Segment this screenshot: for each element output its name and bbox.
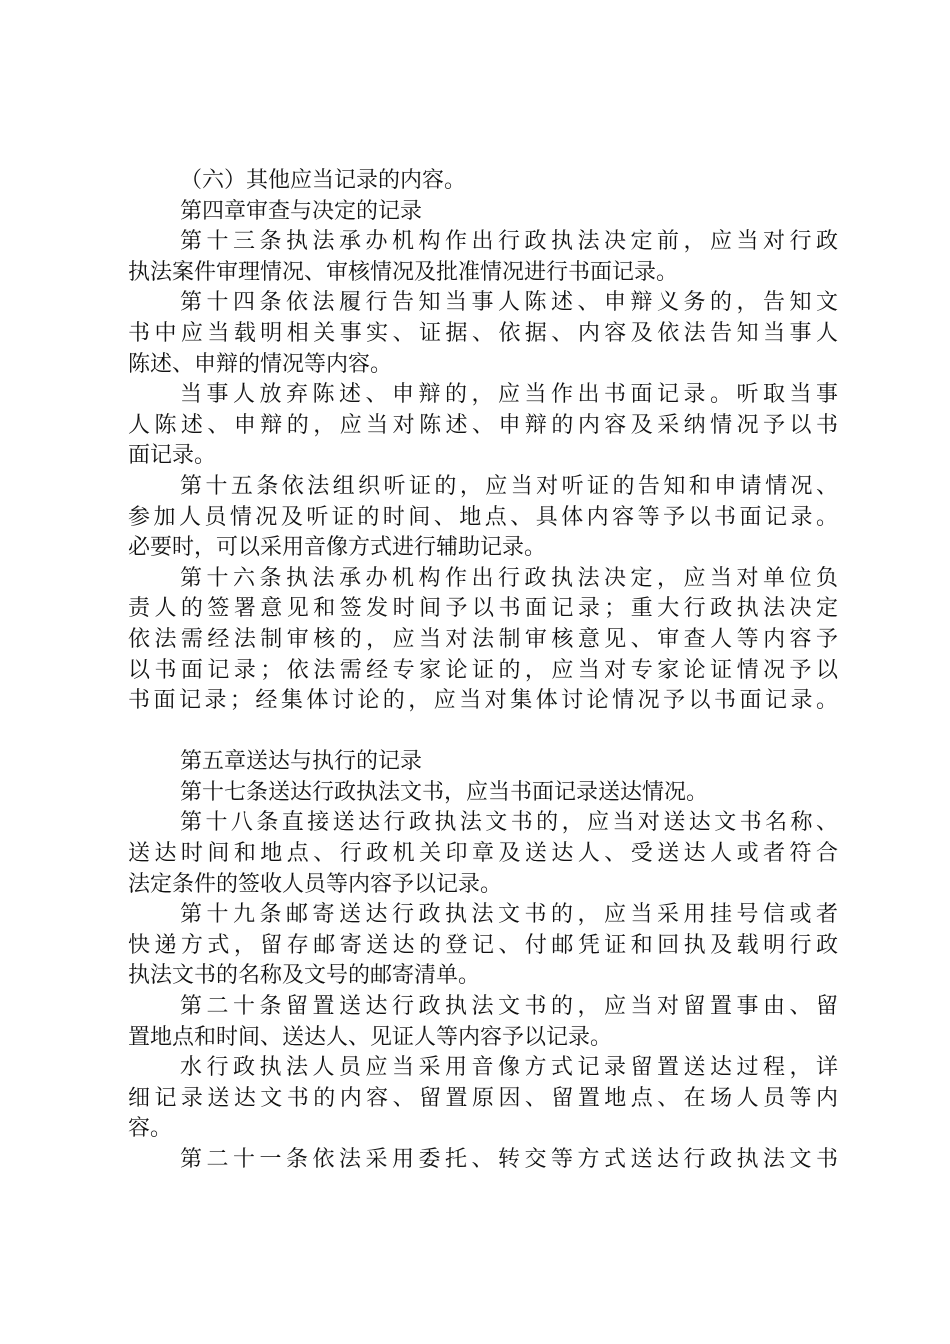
text-line: 送达时间和地点、行政机关印章及送达人、受送达人或者符合	[128, 841, 838, 867]
text-line: 第十八条直接送达行政执法文书的，应当对送达文书名称、	[180, 810, 838, 836]
text-line: 第十三条执法承办机构作出行政执法决定前，应当对行政	[180, 229, 838, 255]
text-line: 第十七条送达行政执法文书，应当书面记录送达情况。	[180, 779, 709, 805]
text-line: 第五章送达与执行的记录	[180, 749, 423, 775]
text-line: 书中应当载明相关事实、证据、依据、内容及依法告知当事人	[128, 320, 838, 346]
text-line: 执法案件审理情况、审核情况及批准情况进行书面记录。	[128, 259, 679, 285]
text-line: 水行政执法人员应当采用音像方式记录留置送达过程，详	[180, 1055, 838, 1081]
text-line: （六）其他应当记录的内容。	[180, 168, 467, 193]
text-line: 书面记录；经集体讨论的，应当对集体讨论情况予以书面记录。	[128, 688, 838, 714]
text-line: 第四章审查与决定的记录	[180, 198, 423, 224]
text-line: 责人的签署意见和签发时间予以书面记录；重大行政执法决定	[128, 596, 838, 622]
text-line: 当事人放弃陈述、申辩的，应当作出书面记录。听取当事	[180, 382, 838, 408]
text-line: 依法需经法制审核的，应当对法制审核意见、审查人等内容予	[128, 626, 838, 652]
text-line: 第十六条执法承办机构作出行政执法决定，应当对单位负	[180, 565, 838, 591]
text-line: 快递方式，留存邮寄送达的登记、付邮凭证和回执及载明行政	[128, 932, 838, 958]
text-line: 陈述、申辩的情况等内容。	[128, 351, 393, 377]
text-line: 参加人员情况及听证的时间、地点、具体内容等予以书面记录。	[128, 504, 838, 530]
text-line: 以书面记录；依法需经专家论证的，应当对专家论证情况予以	[128, 657, 838, 683]
text-line: 法定条件的签收人员等内容予以记录。	[128, 871, 503, 897]
text-line: 面记录。	[128, 443, 217, 469]
text-line: 第十四条依法履行告知当事人陈述、申辩义务的，告知文	[180, 290, 838, 316]
text-line: 第十五条依法组织听证的，应当对听证的告知和申请情况、	[180, 473, 838, 499]
blank-line	[128, 717, 838, 748]
document-body	[128, 166, 838, 1176]
text-line: 细记录送达文书的内容、留置原因、留置地点、在场人员等内	[128, 1085, 838, 1111]
text-line: 置地点和时间、送达人、见证人等内容予以记录。	[128, 1024, 613, 1050]
text-line: 第十九条邮寄送达行政执法文书的，应当采用挂号信或者	[180, 902, 838, 928]
text-line: 第二十条留置送达行政执法文书的，应当对留置事由、留	[180, 994, 838, 1020]
text-line: 必要时，可以采用音像方式进行辅助记录。	[128, 535, 547, 561]
text-line: 人陈述、申辩的，应当对陈述、申辩的内容及采纳情况予以书	[128, 412, 838, 438]
text-line: 容。	[128, 1116, 173, 1142]
text-line: 第二十一条依法采用委托、转交等方式送达行政执法文书	[180, 1147, 838, 1172]
text-line: 执法文书的名称及文号的邮寄清单。	[128, 963, 481, 989]
